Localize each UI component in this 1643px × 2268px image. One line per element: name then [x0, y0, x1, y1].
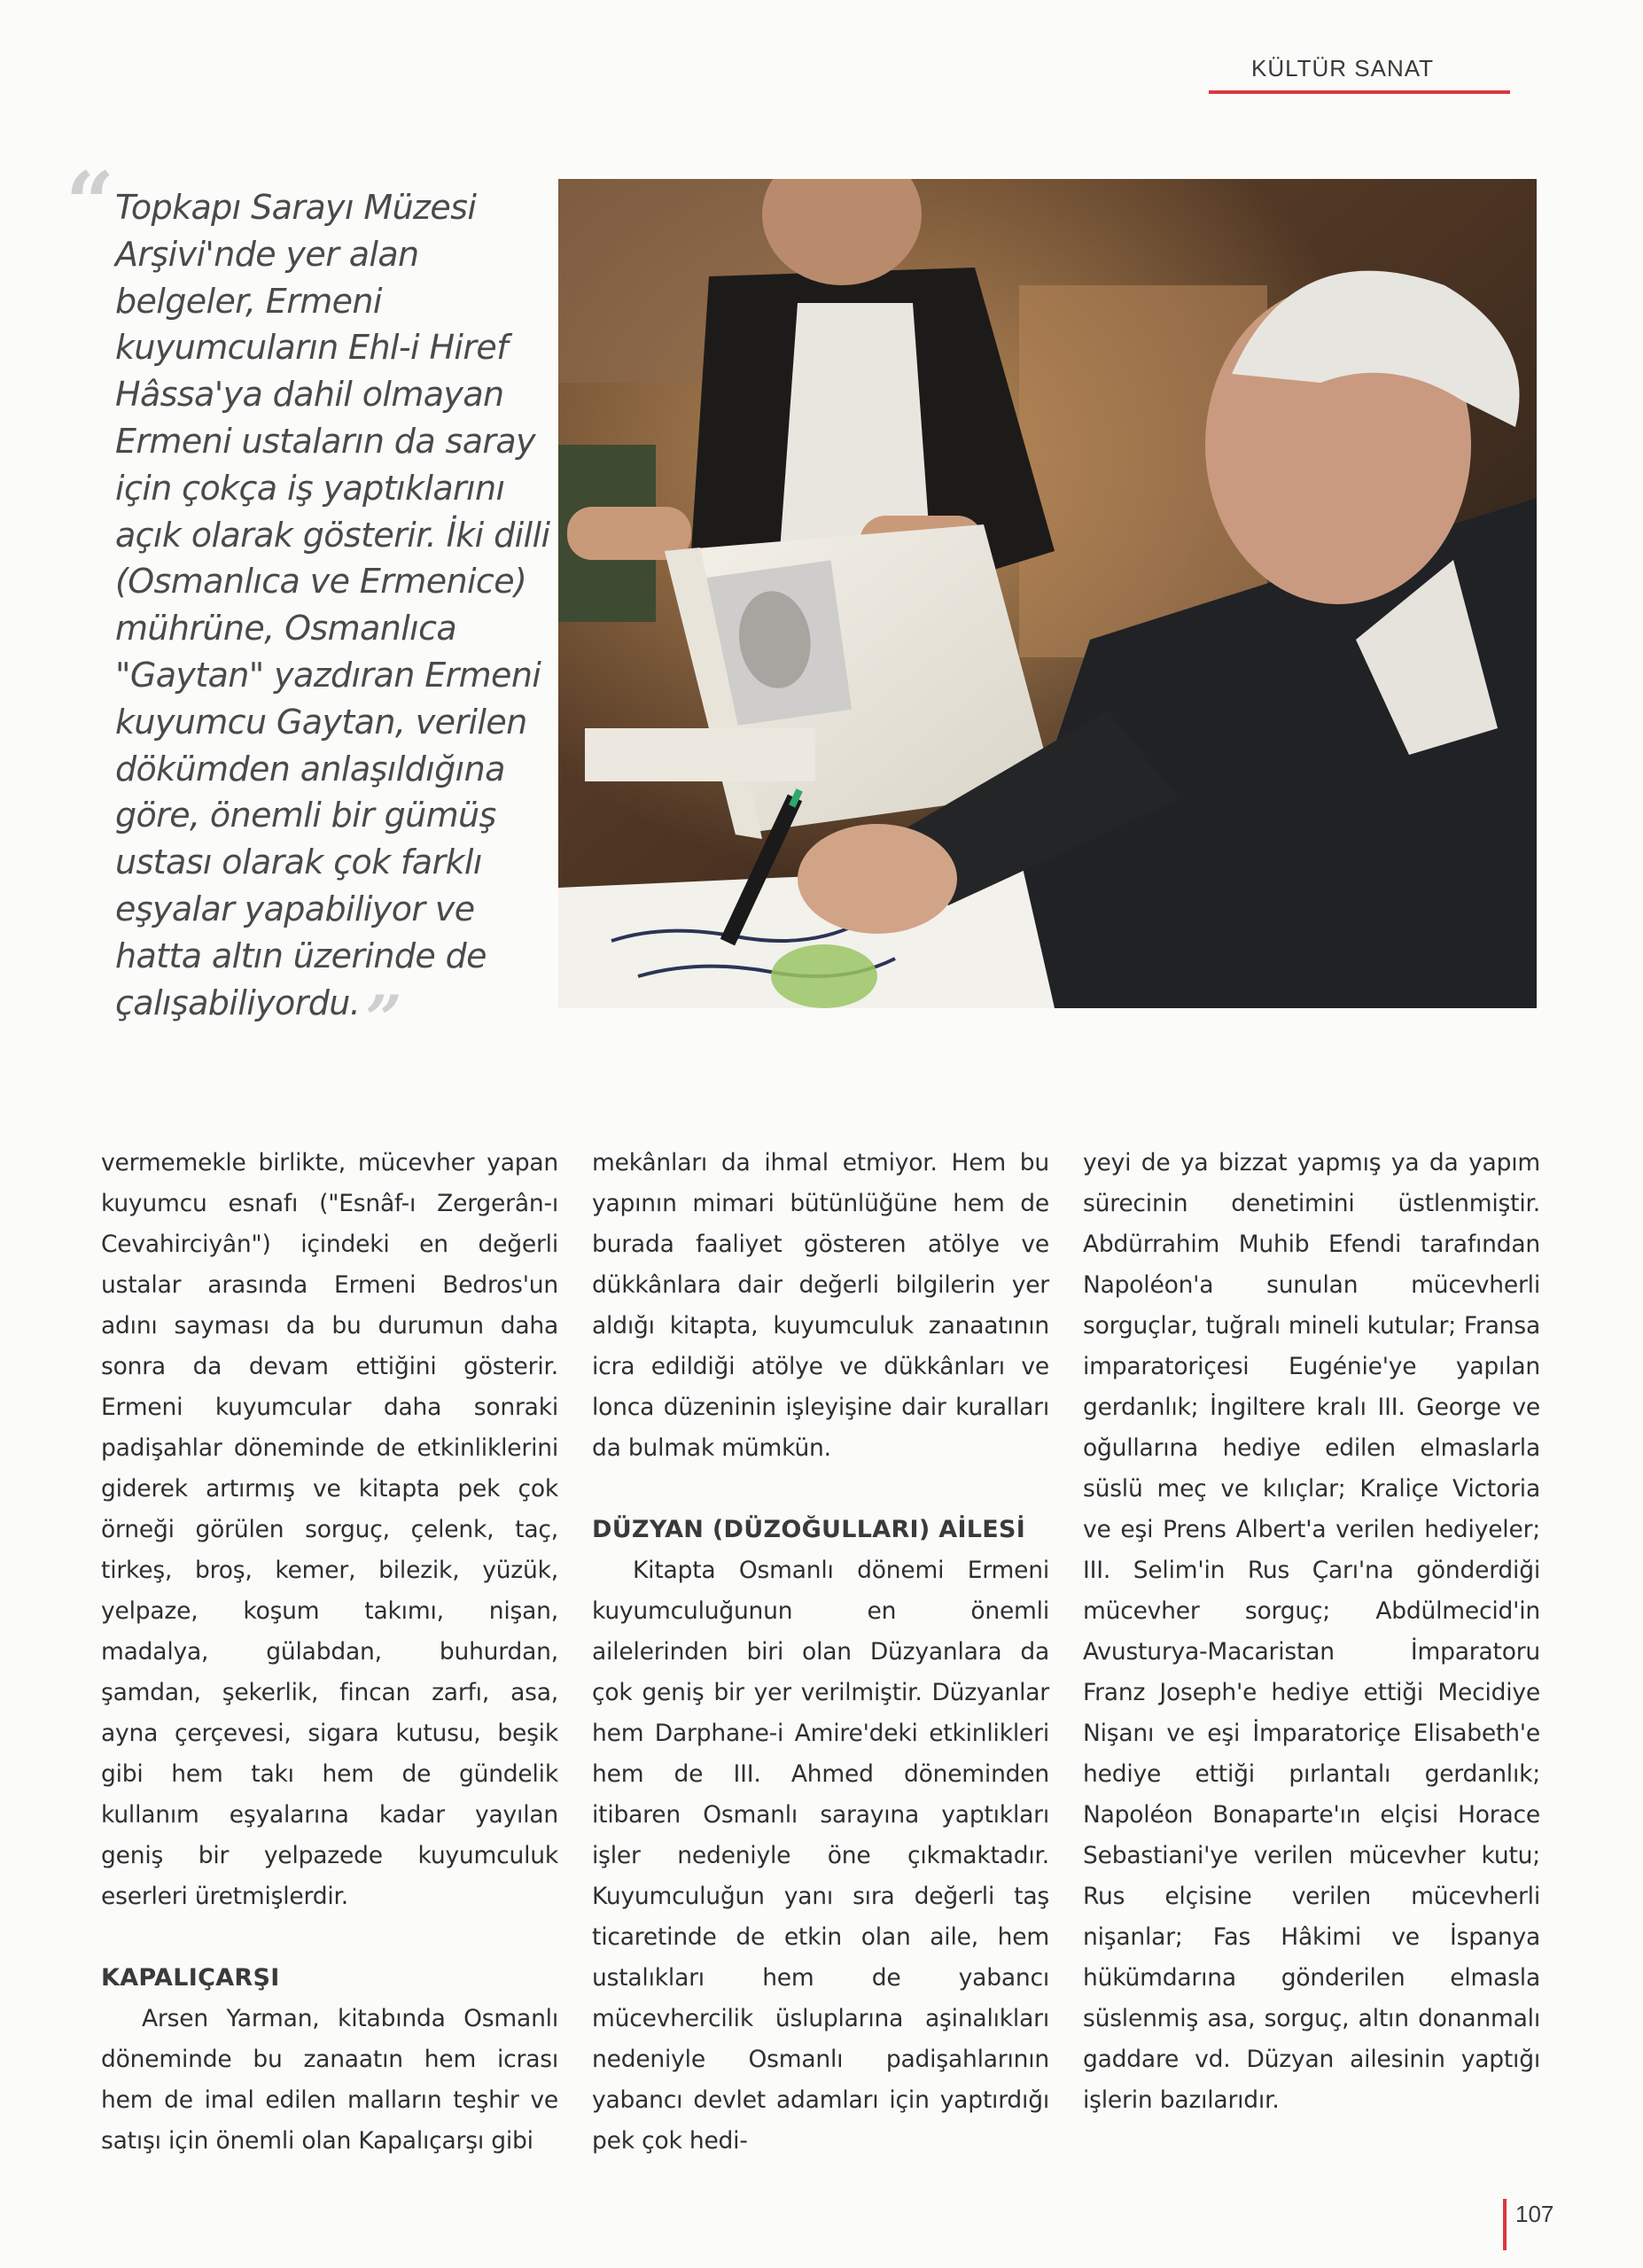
photo-illustration — [558, 179, 1537, 1008]
paper-stack — [585, 728, 815, 781]
pull-quote-body: Topkapı Sarayı Müzesi Arşivi'nde yer alan belgeler, Ermeni kuyumcuların Ehl-i Hiref Hâssa'ya dahil olmayan Ermeni ustaların da saray için çokça iş yaptıklarını açık olarak gösterir. İki dilli (Osmanlıca ve Ermenice) mührüne, Osmanlıca "Gaytan" yazdıran Ermeni kuyumcu Gaytan, verilen dökümden anlaşıldığına göre, önemli bir gümüş ustası olarak çok farklı eşyalar yapabiliyor ve hatta altın üzerinde de çalışabiliyordu. — [115, 188, 550, 1022]
pull-quote — [66, 153, 562, 1056]
col2-paragraph-1: mekânları da ihmal etmiyor. Hem bu yapının mimari bütünlüğüne hem de burada faaliyet gösteren atölye ve dükkânlara dair değerli bilgilerin yer aldığı kitapta, kuyumculuk zanaatının icra edildiği atölye ve dükkânları ve lonca düzeninin işleyişine dair kuralları da bulmak mümkün. — [592, 1149, 1049, 1462]
signing-photo — [558, 179, 1537, 1008]
section-rule — [1209, 90, 1510, 94]
col2-paragraph-2: Kitapta Osmanlı dönemi Ermeni kuyumculuğunun en önemli ailelerinden biri olan Düzyanlara da çok geniş bir yer verilmiştir. Düzyanlar hem Darphane-i Amire'deki etkinlikleri hem de III. Ahmed döneminden itibaren Osmanlı sarayına yaptıkları işler nedeniyle öne çıkmaktadır. Kuyumculuğun yanı sıra değerli taş ticaretinde de etkin olan aile, hem ustalıkları hem de yabancı mücevhercilik üsluplarına aşinalıkları nedeniyle Osmanlı padişahlarının yabancı devlet adamları için yaptırdığı pek çok hedi- — [592, 1557, 1049, 2155]
subhead-kapalicarsi: KAPALIÇARŞI — [101, 1964, 280, 1992]
column-3 — [1083, 1143, 1540, 2121]
subhead-duzyan: DÜZYAN (DÜZOĞULLARI) AİLESİ — [592, 1516, 1026, 1543]
plant-leaf — [771, 944, 877, 1008]
page-number-rule — [1503, 2199, 1507, 2250]
col3-paragraph-1: yeyi de ya bizzat yapmış ya da yapım sürecinin denetimini üstlenmiştir. Abdürrahim Muhib Efendi tarafından Napoléon'a sunulan mücevherli sorguçlar, tuğralı mineli kutular; Fransa imparatoriçesi Eugénie'ye yapılan gerdanlık; İngiltere kralı III. George ve oğullarına hediye edilen elmaslarla süslü meç ve kılıçlar; Kraliçe Victoria ve eşi Prens Albert'a verilen hediyeler; III. Selim'in Rus Çarı'na gönderdiği mücevher sorguç; Abdülmecid'in Avusturya-Macaristan İmparatoru Franz Joseph'e hediye ettiği Mecidiye Nişanı ve eşi İmparatoriçe Elisabeth'e hediye ettiği pırlantalı gerdanlık; Napoléon Bonaparte'ın elçisi Horace Sebastiani'ye verilen mücevher kutu; Rus elçisine verilen mücevherli nişanlar; Fas Hâkimi ve İspanya hükümdarına gönderilen elmasla süslenmiş asa, sorguç, altın donanmalı gaddare vd. Düzyan ailesinin yaptığı işlerin bazılarıdır. — [1083, 1149, 1540, 2114]
old-man-hand — [798, 824, 957, 934]
open-quote-mark: “ — [66, 153, 115, 253]
column-1 — [101, 1143, 558, 2162]
page-number: 107 — [1515, 2201, 1554, 2227]
col1-paragraph-1: vermemekle birlikte, mücevher yapan kuyumcu esnafı ("Esnâf-ı Zergerân-ı Cevahirciyân") içindeki en değerli ustalar arasında Ermeni Bedros'un adını sayması da bu durumun daha sonra da devam ettiğini gösterir. Ermeni kuyumcular daha sonraki padişahlar döneminde de etkinliklerini giderek artırmış ve kitapta pek çok örneği görülen sorguç, çelenk, taç, tirkeş, broş, kemer, bilezik, yüzük, yelpaze, koşum takımı, nişan, madalya, gülabdan, buhurdan, şamdan, şekerlik, fincan zarfı, asa, ayna çerçevesi, sigara kutusu, beşik gibi hem takı hem de gündelik kullanım eşyalarına kadar yayılan geniş bir yelpazede kuyumculuk eserleri üretmişlerdir. — [101, 1149, 558, 1910]
section-label: KÜLTÜR SANAT — [1251, 55, 1435, 82]
col1-paragraph-2: Arsen Yarman, kitabında Osmanlı döneminde bu zanaatın hem icrası hem de imal edilen malların teşhir ve satışı için önemli olan Kapalıçarşı gibi — [101, 2005, 558, 2155]
pull-quote-text: Topkapı Sarayı Müzesi Arşivi'nde yer alan belgeler, Ermeni kuyumcuların Ehl-i Hiref Hâssa'ya dahil olmayan Ermeni ustaların da saray için çokça iş yaptıklarını açık olarak gösterir. İki dilli (Osmanlıca ve Ermenice) mührüne, Osmanlıca "Gaytan" yazdıran Ermeni kuyumcu Gaytan, verilen dökümden anlaşıldığına göre, önemli bir gümüş ustası olarak çok farklı eşyalar yapabiliyor ve hatta altın üzerinde de çalışabiliyordu.” — [115, 188, 550, 1056]
man-behind-shirt — [780, 303, 931, 551]
column-2 — [592, 1143, 1049, 2162]
